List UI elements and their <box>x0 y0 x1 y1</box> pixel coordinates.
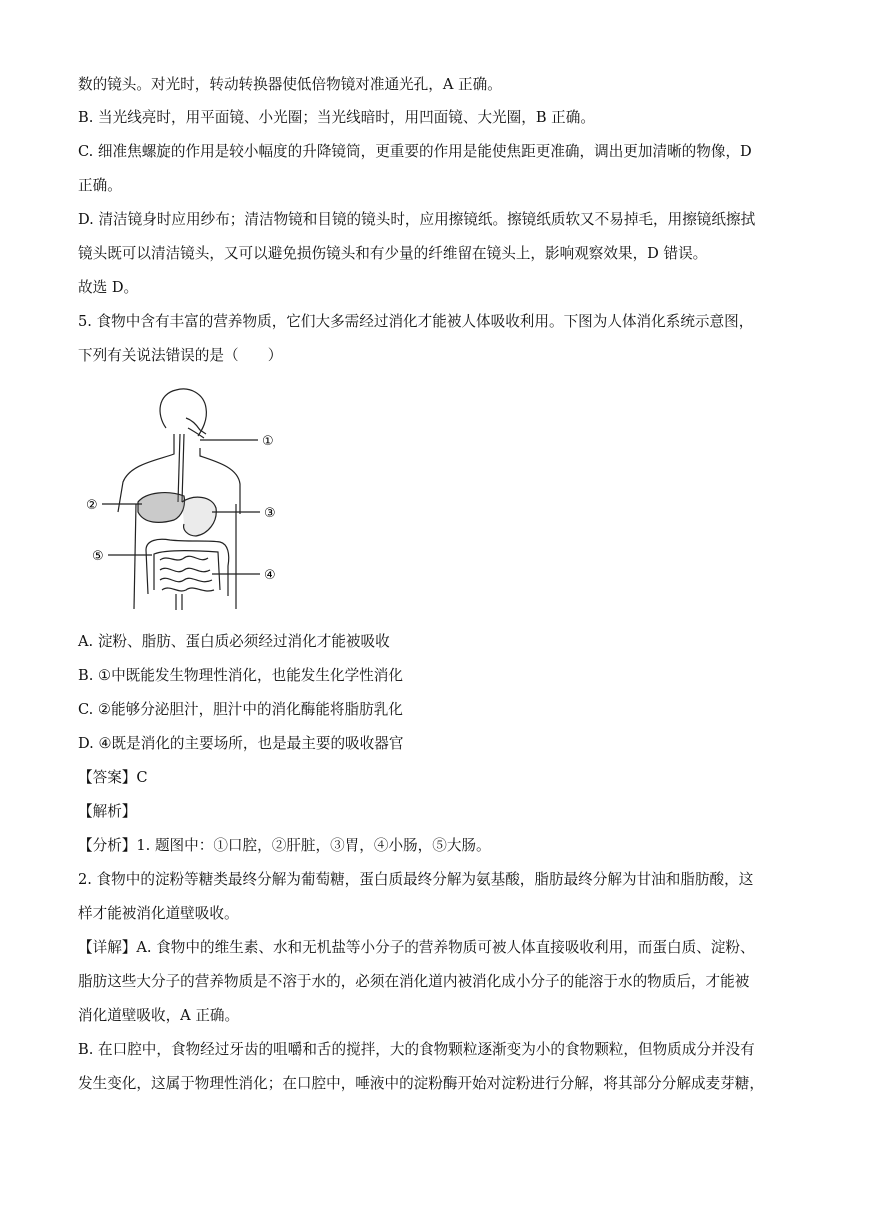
text-line: 【分析】1. 题图中：①口腔，②肝脏，③胃，④小肠，⑤大肠。 <box>78 837 491 854</box>
text-line: 样才能被消化道壁吸收。 <box>78 905 239 922</box>
marker-5: ⑤ <box>92 549 104 564</box>
option-c: C. ②能够分泌胆汁，胆汁中的消化酶能将脂肪乳化 <box>78 701 403 718</box>
text-line: 发生变化，这属于物理性消化；在口腔中，唾液中的淀粉酶开始对淀粉进行分解，将其部分分解成麦芽糖， <box>78 1075 764 1092</box>
text-line: 数的镜头。对光时，转动转换器使低倍物镜对准通光孔，A 正确。 <box>78 76 502 93</box>
question-stem: 下列有关说法错误的是（ ） <box>78 347 283 364</box>
text-line: 2. 食物中的淀粉等糖类最终分解为葡萄糖，蛋白质最终分解为氨基酸，脂肪最终分解为甘油和脂肪酸，这 <box>78 871 754 888</box>
question-stem: 5. 食物中含有丰富的营养物质，它们大多需经过消化才能被人体吸收利用。下图为人体消化系统示意图， <box>78 313 754 330</box>
text-line: B. 在口腔中，食物经过牙齿的咀嚼和舌的搅拌，大的食物颗粒逐渐变为小的食物颗粒，但物质成分并没有 <box>78 1041 755 1058</box>
option-a: A. 淀粉、脂肪、蛋白质必须经过消化才能被吸收 <box>78 633 390 650</box>
text-line: 镜头既可以清洁镜头，又可以避免损伤镜头和有少量的纤维留在镜头上，影响观察效果，D 错误。 <box>78 245 708 262</box>
text-line: D. 清洁镜身时应用纱布；清洁物镜和目镜的镜头时，应用擦镜纸。擦镜纸质软又不易掉毛，用擦镜纸擦拭 <box>78 211 756 228</box>
marker-4: ④ <box>264 568 276 583</box>
marker-2: ② <box>86 498 98 513</box>
text-line: 消化道壁吸收，A 正确。 <box>78 1007 240 1024</box>
text-line: B. 当光线亮时，用平面镜、小光圈；当光线暗时，用凹面镜、大光圈，B 正确。 <box>78 109 595 126</box>
text-line: 脂肪这些大分子的营养物质是不溶于水的，必须在消化道内被消化成小分子的能溶于水的物质后，才能被 <box>78 973 750 990</box>
marker-3: ③ <box>264 506 276 521</box>
option-b: B. ①中既能发生物理性消化，也能发生化学性消化 <box>78 667 403 684</box>
option-d: D. ④既是消化的主要场所，也是最主要的吸收器官 <box>78 735 404 752</box>
text-line: 正确。 <box>78 177 122 194</box>
answer-label: 【答案】C <box>78 769 148 786</box>
text-line: C. 细准焦螺旋的作用是较小幅度的升降镜筒，更重要的作用是能使焦距更准确，调出更加清晰的物像，D <box>78 143 752 160</box>
text-line: 故选 D。 <box>78 279 139 296</box>
analysis-heading: 【解析】 <box>78 803 137 820</box>
marker-1: ① <box>262 434 274 449</box>
text-line: 【详解】A. 食物中的维生素、水和无机盐等小分子的营养物质可被人体直接吸收利用，而蛋白质、淀粉、 <box>78 939 755 956</box>
digestive-system-diagram <box>78 384 298 614</box>
